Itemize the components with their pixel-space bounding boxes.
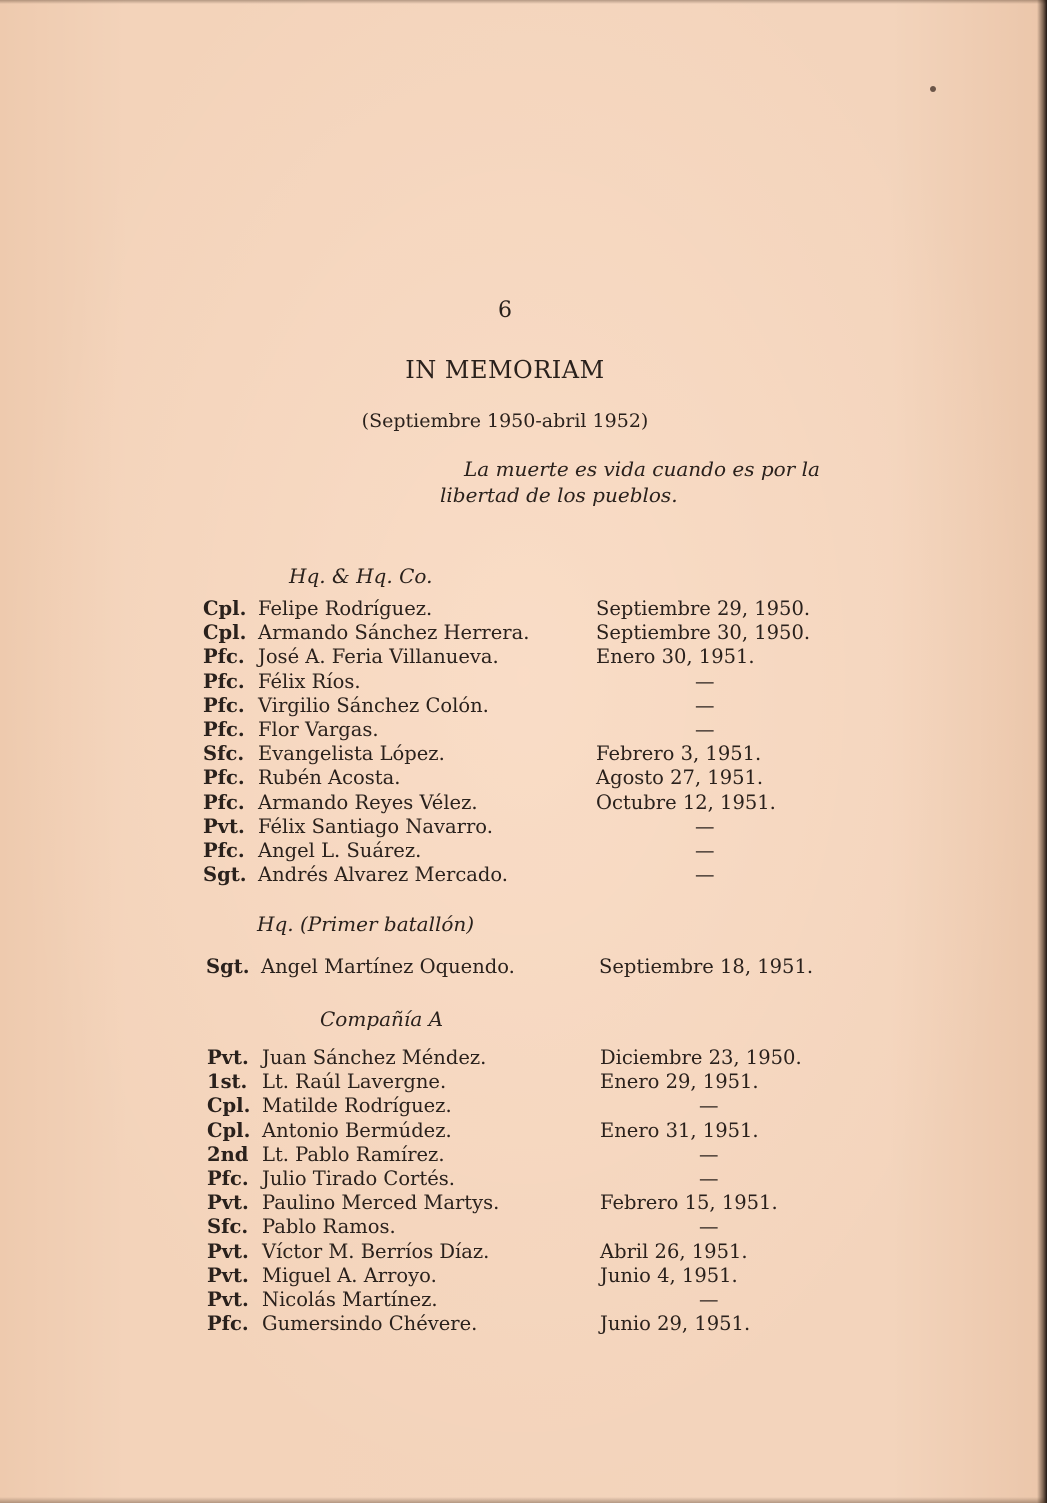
roster-row xyxy=(203,621,863,645)
page-right-edge-shadow xyxy=(1037,0,1047,1503)
page-number: 6 xyxy=(498,298,512,323)
roster-row xyxy=(203,766,863,790)
soldier-name: Evangelista López. xyxy=(258,742,445,766)
section-heading-primer-batallon: Hq. (Primer batallón) xyxy=(257,912,475,936)
roster-row xyxy=(203,718,863,742)
date-of-death: Diciembre 23, 1950. xyxy=(600,1046,802,1069)
date-of-death: — xyxy=(695,693,715,717)
date-of-death: Abril 26, 1951. xyxy=(600,1239,748,1263)
roster-row xyxy=(203,839,863,863)
rank-abbreviation: Pvt. xyxy=(207,1263,249,1287)
rank-abbreviation: Pvt. xyxy=(207,1191,249,1215)
date-of-death: — xyxy=(699,1215,719,1239)
rank-abbreviation: Pfc. xyxy=(203,717,245,741)
soldier-name: Matilde Rodríguez. xyxy=(262,1094,452,1118)
roster-row xyxy=(207,1070,867,1094)
rank-abbreviation: Pfc. xyxy=(207,1312,249,1336)
date-of-death: Septiembre 30, 1950. xyxy=(596,621,811,645)
epigraph-line-1: La muerte es vida cuando es por la xyxy=(464,457,820,481)
roster-list-hq-co xyxy=(203,597,863,887)
rank-abbreviation: Pvt. xyxy=(207,1239,249,1263)
date-of-death: Enero 31, 1951. xyxy=(600,1118,759,1142)
roster-row xyxy=(207,1312,867,1336)
rank-abbreviation: Pfc. xyxy=(203,790,245,814)
date-range-subtitle: (Septiembre 1950-abril 1952) xyxy=(361,410,649,432)
date-of-death: Enero 29, 1951. xyxy=(600,1070,759,1094)
soldier-name: Nicolás Martínez. xyxy=(262,1287,438,1311)
roster-row xyxy=(207,1167,867,1191)
rank-abbreviation: Cpl. xyxy=(203,597,247,620)
rank-abbreviation: Pfc. xyxy=(207,1166,249,1190)
soldier-name: Lt. Raúl Lavergne. xyxy=(262,1070,447,1094)
roster-row xyxy=(207,1215,867,1239)
soldier-name: Víctor M. Berríos Díaz. xyxy=(262,1239,490,1263)
date-of-death: Octubre 12, 1951. xyxy=(596,790,776,814)
rank-abbreviation: Sfc. xyxy=(203,742,245,766)
rank-abbreviation: Pvt. xyxy=(207,1046,249,1069)
roster-row xyxy=(207,1046,867,1070)
rank-abbreviation: 1st. xyxy=(207,1070,248,1094)
date-of-death: Septiembre 18, 1951. xyxy=(599,955,814,978)
date-of-death: — xyxy=(699,1287,719,1311)
rank-abbreviation: 2nd xyxy=(207,1142,249,1166)
date-of-death: — xyxy=(695,863,715,887)
soldier-name: Andrés Alvarez Mercado. xyxy=(258,863,508,887)
soldier-name: Miguel A. Arroyo. xyxy=(262,1263,437,1287)
rank-abbreviation: Pfc. xyxy=(203,766,245,790)
rank-abbreviation: Pfc. xyxy=(203,645,245,669)
roster-list-primer-batallon xyxy=(206,955,866,979)
soldier-name: Félix Santiago Navarro. xyxy=(258,814,493,838)
page-bottom-shadow xyxy=(0,1497,1047,1503)
epigraph-line-2: libertad de los pueblos. xyxy=(440,483,678,507)
date-of-death: — xyxy=(695,669,715,693)
soldier-name: Armando Sánchez Herrera. xyxy=(258,621,530,645)
rank-abbreviation: Sgt. xyxy=(203,863,247,887)
roster-row xyxy=(207,1240,867,1264)
rank-abbreviation: Sgt. xyxy=(206,955,250,978)
date-of-death: Enero 30, 1951. xyxy=(596,645,755,669)
date-of-death: Agosto 27, 1951. xyxy=(596,766,764,790)
date-of-death: — xyxy=(699,1142,719,1166)
roster-row xyxy=(203,694,863,718)
section-heading-compania-a: Compañía A xyxy=(320,1007,444,1031)
section-heading-hq-co: Hq. & Hq. Co. xyxy=(289,564,433,588)
soldier-name: Juan Sánchez Méndez. xyxy=(262,1046,487,1069)
roster-row xyxy=(203,645,863,669)
roster-row xyxy=(207,1191,867,1215)
roster-row xyxy=(207,1094,867,1118)
roster-row xyxy=(207,1143,867,1167)
soldier-name: José A. Feria Villanueva. xyxy=(258,645,499,669)
soldier-name: Antonio Bermúdez. xyxy=(262,1118,452,1142)
roster-list-compania-a xyxy=(207,1046,867,1336)
roster-row xyxy=(207,1119,867,1143)
date-of-death: — xyxy=(699,1166,719,1190)
soldier-name: Gumersindo Chévere. xyxy=(262,1312,478,1336)
date-of-death: Febrero 15, 1951. xyxy=(600,1191,778,1215)
date-of-death: — xyxy=(695,717,715,741)
rank-abbreviation: Pfc. xyxy=(203,669,245,693)
soldier-name: Félix Ríos. xyxy=(258,669,361,693)
soldier-name: Flor Vargas. xyxy=(258,717,379,741)
rank-abbreviation: Cpl. xyxy=(203,621,247,645)
roster-row xyxy=(207,1288,867,1312)
roster-row xyxy=(206,955,866,979)
roster-row xyxy=(203,742,863,766)
page-title: IN MEMORIAM xyxy=(405,356,605,384)
date-of-death: Septiembre 29, 1950. xyxy=(596,597,811,620)
rank-abbreviation: Pvt. xyxy=(203,814,245,838)
rank-abbreviation: Cpl. xyxy=(207,1118,251,1142)
date-of-death: Junio 29, 1951. xyxy=(600,1312,751,1336)
date-of-death: — xyxy=(695,838,715,862)
roster-row xyxy=(207,1264,867,1288)
soldier-name: Armando Reyes Vélez. xyxy=(258,790,478,814)
paper-speck xyxy=(930,86,936,92)
soldier-name: Felipe Rodríguez. xyxy=(258,597,433,620)
soldier-name: Lt. Pablo Ramírez. xyxy=(262,1142,445,1166)
page-top-shadow xyxy=(0,0,1047,4)
rank-abbreviation: Pfc. xyxy=(203,838,245,862)
date-of-death: Junio 4, 1951. xyxy=(600,1263,738,1287)
roster-row xyxy=(203,815,863,839)
rank-abbreviation: Cpl. xyxy=(207,1094,251,1118)
soldier-name: Julio Tirado Cortés. xyxy=(262,1166,455,1190)
rank-abbreviation: Pvt. xyxy=(207,1287,249,1311)
soldier-name: Rubén Acosta. xyxy=(258,766,401,790)
date-of-death: — xyxy=(699,1094,719,1118)
soldier-name: Angel Martínez Oquendo. xyxy=(261,955,515,978)
roster-row xyxy=(203,863,863,887)
rank-abbreviation: Pfc. xyxy=(203,693,245,717)
date-of-death: — xyxy=(695,814,715,838)
soldier-name: Pablo Ramos. xyxy=(262,1215,396,1239)
roster-row xyxy=(203,791,863,815)
soldier-name: Angel L. Suárez. xyxy=(258,838,422,862)
soldier-name: Virgilio Sánchez Colón. xyxy=(258,693,489,717)
soldier-name: Paulino Merced Martys. xyxy=(262,1191,500,1215)
roster-row xyxy=(203,670,863,694)
date-of-death: Febrero 3, 1951. xyxy=(596,742,762,766)
roster-row xyxy=(203,597,863,621)
rank-abbreviation: Sfc. xyxy=(207,1215,249,1239)
